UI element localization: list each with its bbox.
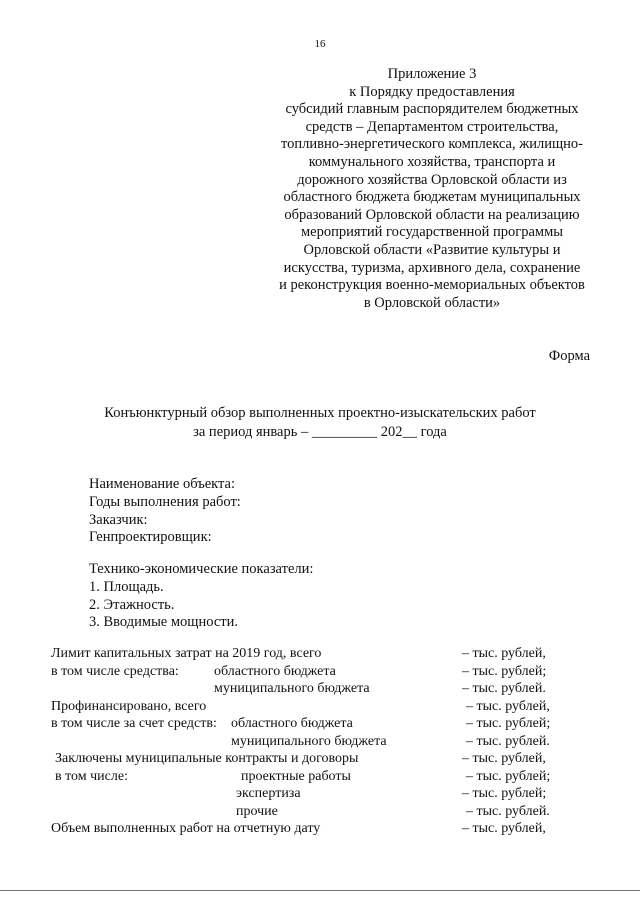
finance-row — [0, 664, 640, 681]
finance-row-unit: – тыс. рублей. — [462, 681, 546, 696]
indicator-item: 1. Площадь. — [89, 578, 164, 595]
field-work-years: Годы выполнения работ: — [89, 493, 241, 510]
finance-row-unit: – тыс. рублей; — [462, 786, 547, 801]
finance-row-sub: проектные работы — [241, 768, 351, 784]
finance-row — [0, 751, 640, 768]
finance-row-label: Лимит капитальных затрат на 2019 год, всего — [51, 646, 322, 661]
indicators-heading: Технико-экономические показатели: — [89, 561, 314, 577]
finance-row — [0, 804, 640, 821]
finance-row-unit: – тыс. рублей, — [462, 821, 546, 836]
finance-row-sub: областного бюджета — [231, 716, 353, 731]
page-bottom-rule — [0, 890, 640, 891]
appendix-line: и реконструкция военно-мемориальных объектов — [279, 277, 585, 294]
finance-row — [0, 699, 640, 716]
finance-row-unit: – тыс. рублей, — [466, 698, 550, 714]
appendix-line: средств – Департаментом строительства, — [305, 118, 559, 135]
finance-row-unit: – тыс. рублей; — [462, 663, 547, 679]
page-number: 16 — [314, 38, 326, 50]
finance-row-label: в том числе средства: — [51, 663, 179, 679]
appendix-line: областного бюджета бюджетам муниципальных — [283, 189, 581, 206]
title-line-1: Конъюнктурный обзор выполненных проектно-изыскательских работ — [104, 405, 536, 421]
finance-row-unit: – тыс. рублей, — [462, 751, 546, 766]
field-customer: Заказчик: — [89, 511, 148, 528]
appendix-line: образований Орловской области на реализацию — [284, 206, 580, 223]
document-title — [0, 404, 640, 442]
field-general-designer: Генпроектировщик: — [89, 529, 212, 546]
finance-row-unit: – тыс. рублей. — [466, 733, 550, 749]
finance-row-sub: прочие — [236, 803, 278, 819]
appendix-line: топливно-энергетического комплекса, жилищно- — [281, 136, 583, 153]
finance-row-label: Объем выполненных работ на отчетную дату — [51, 821, 321, 836]
indicator-item: 2. Этажность. — [89, 596, 175, 613]
finance-row-label: Заключены муниципальные контракты и договоры — [55, 751, 359, 766]
finance-row — [0, 769, 640, 786]
appendix-line: субсидий главным распорядителем бюджетных — [285, 101, 579, 118]
form-label: Форма — [548, 348, 590, 364]
appendix-line: дорожного хозяйства Орловской области из — [297, 171, 567, 188]
finance-row — [0, 681, 640, 698]
finance-row-unit: – тыс. рублей; — [466, 716, 551, 731]
finance-row — [0, 734, 640, 751]
appendix-line: искусства, туризма, архивного дела, сохранение — [283, 259, 581, 276]
appendix-line: Орловской области «Развитие культуры и — [303, 241, 561, 258]
finance-row — [0, 716, 640, 733]
finance-row-sub: экспертиза — [236, 786, 301, 801]
technical-indicators — [89, 561, 313, 632]
finance-row-sub: областного бюджета — [214, 663, 336, 679]
finance-row-label: в том числе за счет средств: — [51, 716, 217, 731]
finance-row-sub: муниципального бюджета — [231, 733, 387, 749]
object-fields — [89, 476, 241, 547]
finance-row-label: в том числе: — [55, 768, 128, 784]
finance-row — [0, 786, 640, 803]
finance-row-sub: муниципального бюджета — [214, 681, 370, 696]
finance-row — [0, 646, 640, 663]
finance-row-unit: – тыс. рублей, — [462, 646, 546, 661]
appendix-line: коммунального хозяйства, транспорта и — [308, 153, 556, 170]
field-object-name: Наименование объекта: — [89, 476, 235, 492]
finance-row-unit: – тыс. рублей. — [466, 803, 550, 819]
appendix-header — [262, 66, 602, 312]
finance-row — [0, 821, 640, 838]
appendix-line: Приложение 3 — [387, 66, 477, 82]
appendix-line: в Орловской области» — [363, 294, 501, 311]
finance-row-unit: – тыс. рублей; — [466, 768, 551, 784]
appendix-line: к Порядку предоставления — [349, 83, 515, 100]
title-line-2: за период январь – _________ 202__ года — [193, 424, 447, 440]
indicator-item: 3. Вводимые мощности. — [89, 614, 238, 631]
appendix-line: мероприятий государственной программы — [301, 224, 563, 241]
finance-row-label: Профинансировано, всего — [51, 698, 207, 714]
